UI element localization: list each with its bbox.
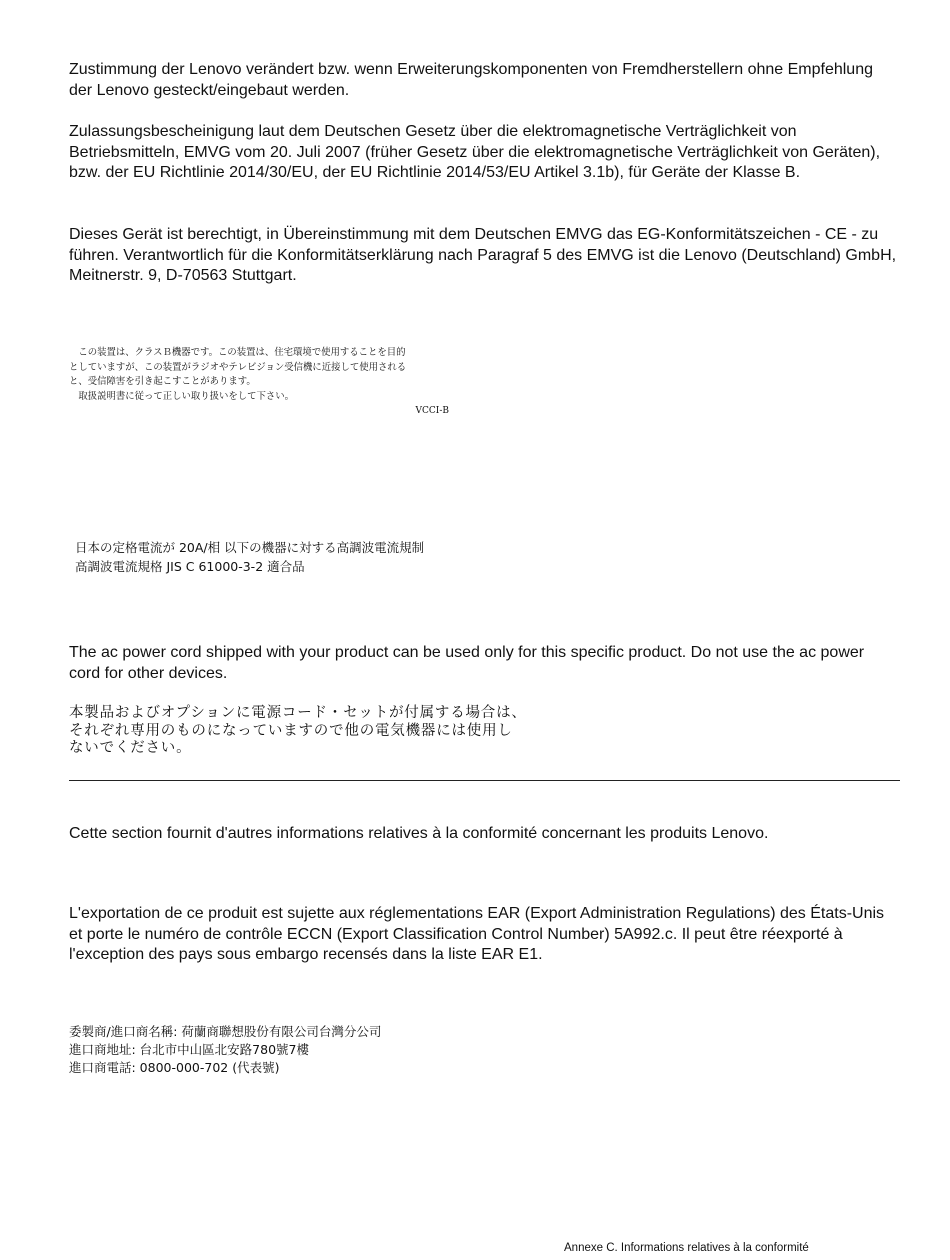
- vcci-statement: [69, 346, 449, 419]
- vcci-line: と、受信障害を引き起こすことがあります。: [69, 376, 256, 387]
- vcci-line: 取扱説明書に従って正しい取り扱いをして下さい。: [69, 390, 295, 402]
- vcci-mark: VCCI-B: [415, 406, 449, 416]
- taiwan-importer-phone: 進口商電話: 0800-000-702 (代表號): [69, 1060, 280, 1075]
- page-footer: Annexe C. Informations relatives à la conformité: [564, 1242, 809, 1254]
- paragraph-emvg-certificate: Zulassungsbescheinigung laut dem Deutschen Gesetz über die elektromagnetische Verträglichkeit von Betriebsmitteln, EMVG vom 20. Juli 2007 (früher Gesetz über die elektromagnetische Verträglichkeit von Geräten), bzw. der EU Richtlinie 2014/30/EU, der EU Richtlinie 2014/53/EU Artikel 3.1b), für Geräte der Klasse B.: [69, 123, 881, 182]
- taiwan-importer-name: 委製商/進口商名稱: 荷蘭商聯想股份有限公司台灣分公司: [69, 1024, 382, 1039]
- paragraph-conformity-section: Cette section fournit d'autres informations relatives à la conformité concernant les produits Lenovo.: [69, 825, 769, 842]
- jp-cord-line: ないでください。: [69, 740, 192, 756]
- harmonic-line: 高調波電流規格 JIS C 61000-3-2 適合品: [75, 559, 305, 574]
- paragraph-lenovo-consent: Zustimmung der Lenovo verändert bzw. wenn Erweiterungskomponenten von Fremdherstellern ohne Empfehlung der Lenovo gesteckt/eingebaut werden.: [69, 61, 873, 99]
- paragraph-ac-power-cord: The ac power cord shipped with your product can be used only for this specific product. Do not use the ac power cord for other devices.: [69, 644, 865, 682]
- vcci-line: この装置は、クラスＢ機器です。この装置は、住宅環境で使用することを目的: [69, 347, 406, 358]
- jp-cord-line: 本製品およびオプションに電源コード・セットが付属する場合は、: [69, 705, 527, 721]
- harmonic-statement: [75, 538, 424, 576]
- taiwan-importer-info: [69, 1023, 381, 1077]
- vcci-line: としていますが、この装置がラジオやテレビジョン受信機に近接して使用される: [69, 361, 407, 373]
- japanese-power-cord-notice: [69, 705, 527, 758]
- jp-cord-line: それぞれ専用のものになっていますので他の電気機器には使用し: [69, 722, 513, 739]
- paragraph-export-regulations: L'exportation de ce produit est sujette aux réglementations EAR (Export Administration Regulations) des États-Unis et porte le numéro de contrôle ECCN (Export Classification Control Number) 5A992.c. Il peut être réexporté à l'exception des pays sous embargo recensés dans la liste EAR E1.: [69, 905, 885, 964]
- taiwan-importer-address: 進口商地址: 台北市中山區北安路780號7樓: [69, 1042, 309, 1057]
- harmonic-line: 日本の定格電流が 20A/相 以下の機器に対する高調波電流規制: [75, 540, 425, 555]
- paragraph-ce-mark: Dieses Gerät ist berechtigt, in Übereinstimmung mit dem Deutschen EMVG das EG-Konformitätszeichen - CE - zu führen. Verantwortlich für die Konformitätserklärung nach Paragraf 5 des EMVG ist die Lenovo (Deutschland) GmbH, Meitnerstr. 9, D-70563 Stuttgart.: [69, 226, 897, 285]
- section-divider: [69, 780, 900, 781]
